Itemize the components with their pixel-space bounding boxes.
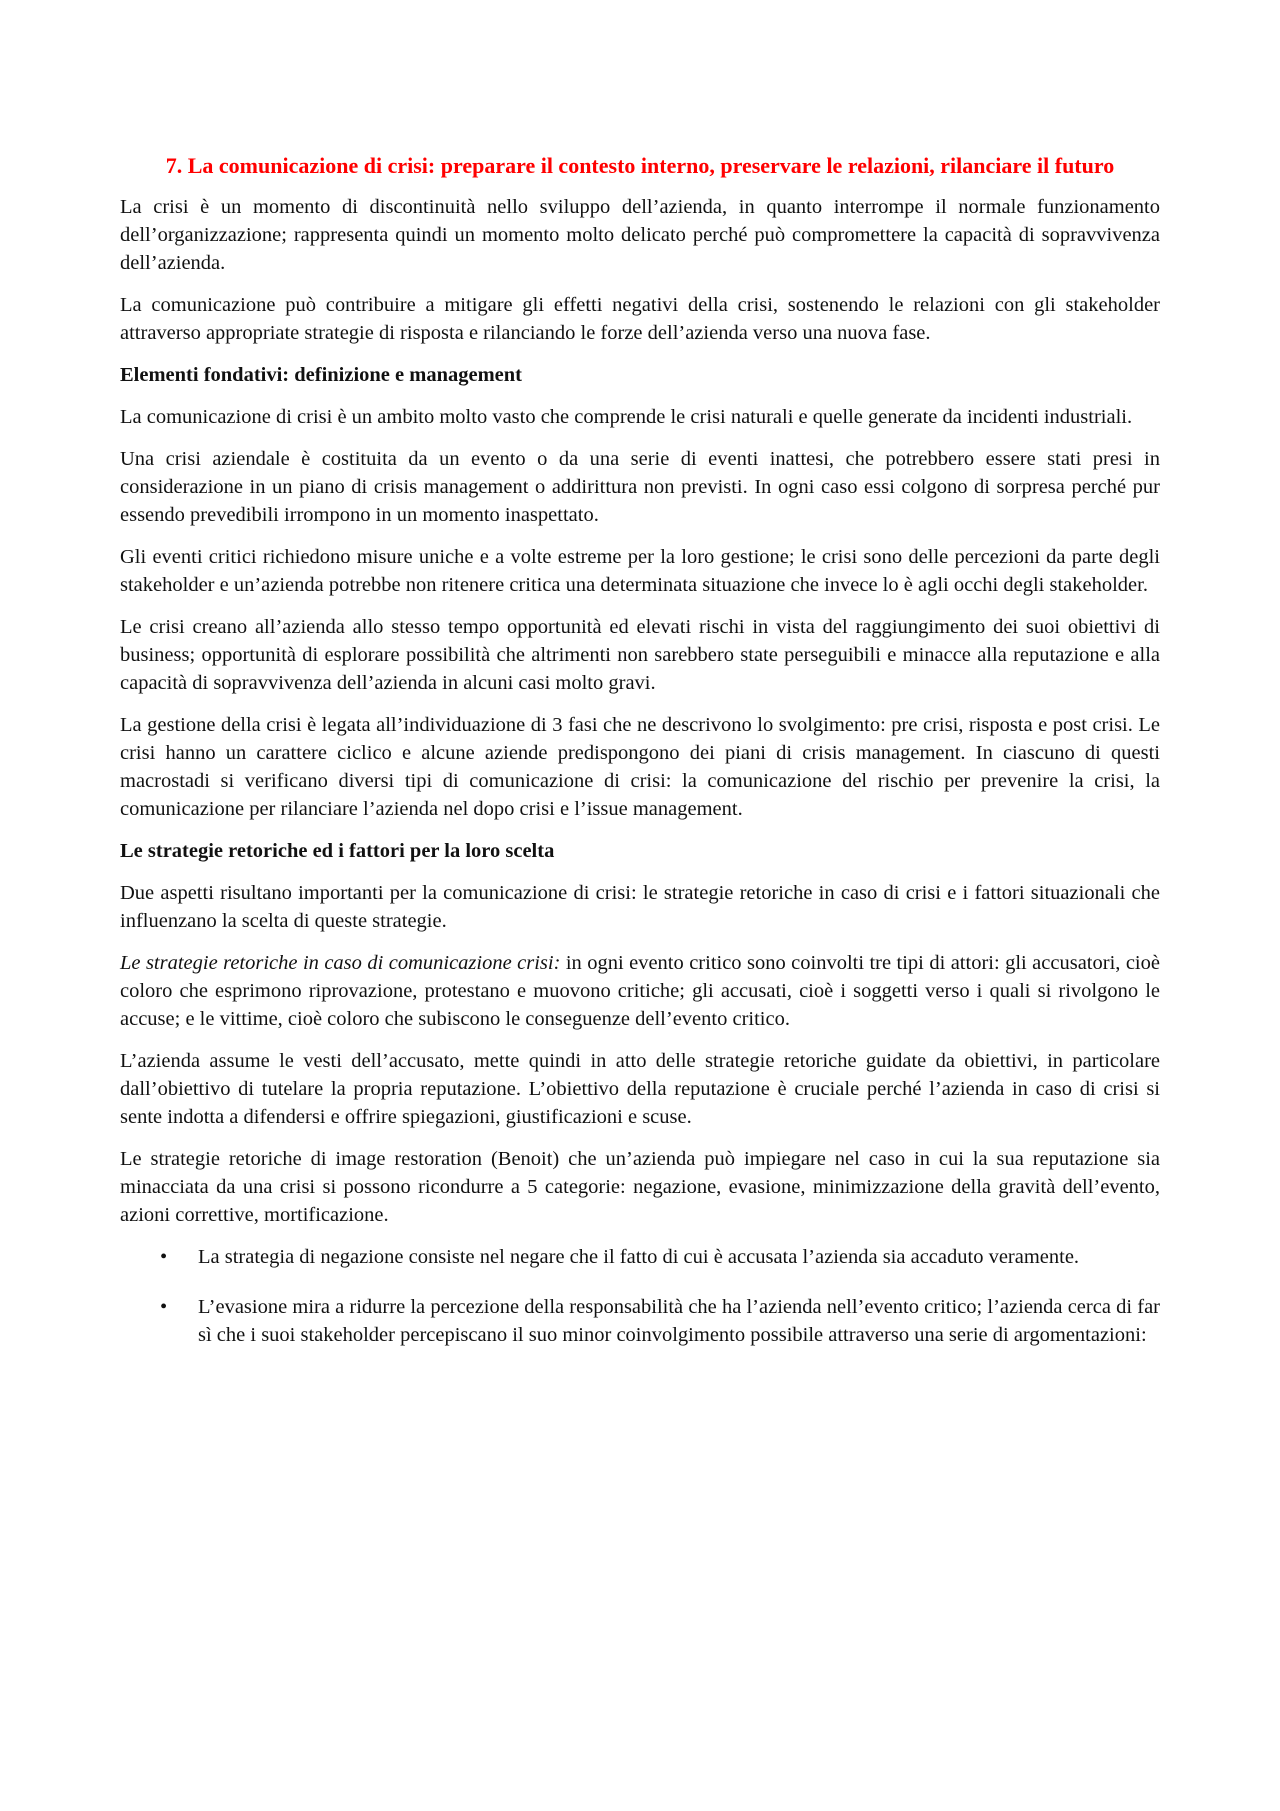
list-item-text: La strategia di negazione consiste nel negare che il fatto di cui è accusata l’azienda sia accaduto veramente. bbox=[198, 1246, 1080, 1268]
document-title: 7. La comunicazione di crisi: preparare il contesto interno, preservare le relazioni, rilanciare il futuro bbox=[165, 153, 1115, 178]
italic-lead-in: Le strategie retoriche in caso di comunicazione crisi: bbox=[120, 952, 561, 974]
bullet-marker: • bbox=[160, 1296, 168, 1318]
list-item bbox=[120, 1243, 1160, 1271]
paragraph-azienda-accusato: L’azienda assume le vesti dell’accusato, mette quindi in atto delle strategie retoriche guidate da obiettivi, in particolare dall’obiettivo di tutelare la propria reputazione. L’obiettivo della reputazione è cruciale perché l’azienda in caso di crisi si sente indotta a difendersi e offrire spiegazioni, giustificazioni e scuse. bbox=[120, 1050, 1160, 1128]
paragraph-eventi-critici: Gli eventi critici richiedono misure uniche e a volte estreme per la loro gestione; le crisi sono delle percezioni da parte degli stakeholder e un’azienda potrebbe non ritenere critica una determinata situazione che invece lo è agli occhi degli stakeholder. bbox=[120, 546, 1160, 596]
paragraph-opportunita-rischi: Le crisi creano all’azienda allo stesso tempo opportunità ed elevati rischi in vista del raggiungimento dei suoi obiettivi di business; opportunità di esplorare possibilità che altrimenti non sarebbero state perseguibili e minacce alla reputazione e alla capacità di sopravvivenza dell’azienda in alcuni casi molto gravi. bbox=[120, 616, 1160, 694]
paragraph-attori-crisi bbox=[120, 949, 1160, 1033]
list-item-text: L’evasione mira a ridurre la percezione della responsabilità che ha l’azienda nell’evento critico; l’azienda cerca di far sì che i suoi stakeholder percepiscano il suo minor coinvolgimento possibile attraverso una serie di argomentazioni: bbox=[198, 1296, 1160, 1346]
bullet-marker: • bbox=[160, 1246, 168, 1268]
section-heading-strategie-retoriche: Le strategie retoriche ed i fattori per la loro scelta bbox=[120, 840, 555, 862]
list-item bbox=[120, 1293, 1160, 1349]
paragraph-ambito-comunicazione: La comunicazione di crisi è un ambito molto vasto che comprende le crisi naturali e quelle generate da incidenti industriali. bbox=[120, 406, 1133, 428]
paragraph-due-aspetti: Due aspetti risultano importanti per la comunicazione di crisi: le strategie retoriche in caso di crisi e i fattori situazionali che influenzano la scelta di queste strategie. bbox=[120, 882, 1160, 932]
paragraph-image-restoration: Le strategie retoriche di image restoration (Benoit) che un’azienda può impiegare nel caso in cui la sua reputazione sia minacciata da una crisi si possono ricondurre a 5 categorie: negazione, evasione, minimizzazione della gravità dell’evento, azioni correttive, mortificazione. bbox=[120, 1148, 1160, 1226]
paragraph-ruolo-comunicazione: La comunicazione può contribuire a mitigare gli effetti negativi della crisi, sostenendo le relazioni con gli stakeholder attraverso appropriate strategie di risposta e rilanciando le forze dell’azienda verso una nuova fase. bbox=[120, 294, 1160, 344]
paragraph-gestione-fasi: La gestione della crisi è legata all’individuazione di 3 fasi che ne descrivono lo svolgimento: pre crisi, risposta e post crisi. Le crisi hanno un carattere ciclico e alcune aziende predispongono dei piani di crisis management. In ciascuno di questi macrostadi si verificano diversi tipi di comunicazione di crisi: la comunicazione del rischio per prevenire la crisi, la comunicazione per rilanciare l’azienda nel dopo crisi e l’issue management. bbox=[120, 714, 1160, 820]
paragraph-crisi-aziendale: Una crisi aziendale è costituita da un evento o da una serie di eventi inattesi, che potrebbero essere stati presi in considerazione in un piano di crisis management o addirittura non previsti. In ogni caso essi colgono di sorpresa perché pur essendo prevedibili irrompono in un momento inaspettato. bbox=[120, 448, 1160, 526]
section-heading-elementi-fondativi: Elementi fondativi: definizione e management bbox=[120, 364, 522, 386]
strategies-bullet-list bbox=[120, 1243, 1160, 1349]
paragraph-crisi-definizione: La crisi è un momento di discontinuità nello sviluppo dell’azienda, in quanto interrompe il normale funzionamento dell’organizzazione; rappresenta quindi un momento molto delicato perché può compromettere la capacità di sopravvivenza dell’azienda. bbox=[120, 196, 1160, 274]
paragraph-attori-text: in ogni evento critico sono coinvolti tre tipi di attori: gli accusatori, cioè coloro che esprimono riprovazione, protestano e muovono critiche; gli accusati, cioè i soggetti verso i quali si rivolgono le accuse; e le vittime, cioè coloro che subiscono le conseguenze dell’evento critico. bbox=[120, 952, 1160, 1030]
document-page bbox=[120, 150, 1160, 1371]
